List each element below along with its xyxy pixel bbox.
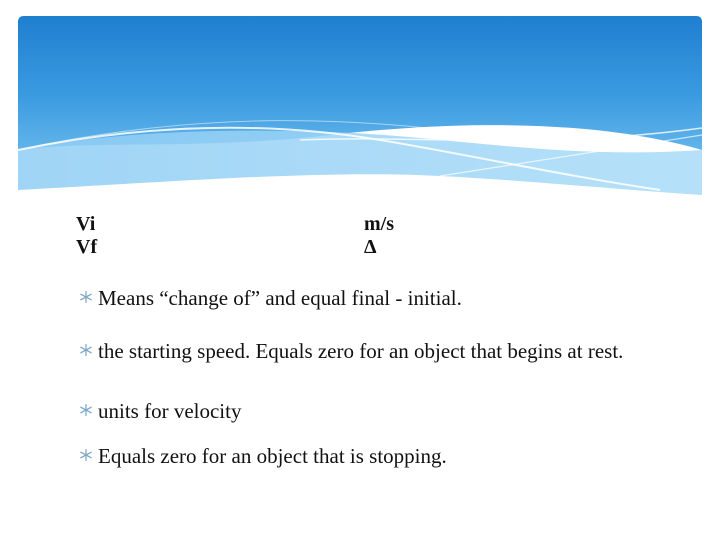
bullet-text: units for velocity <box>98 399 242 423</box>
list-item <box>80 288 462 309</box>
bullet-text: Means “change of” and equal final - initial. <box>98 286 462 310</box>
asterisk-star-icon <box>80 344 92 356</box>
term-vf: Vf <box>76 236 98 258</box>
list-item <box>80 341 638 362</box>
list-item <box>80 446 447 467</box>
bullet-text: the starting speed. Equals zero for an object that begins at rest. <box>98 339 624 363</box>
asterisk-star-icon <box>80 404 92 416</box>
term-delta: Δ <box>364 236 377 258</box>
term-units: m/s <box>364 213 394 235</box>
list-item <box>80 401 241 422</box>
term-vi: Vi <box>76 213 96 235</box>
asterisk-star-icon <box>80 449 92 461</box>
header-wave-banner <box>0 0 720 200</box>
bullet-text: Equals zero for an object that is stopping. <box>98 444 447 468</box>
asterisk-star-icon <box>80 291 92 303</box>
